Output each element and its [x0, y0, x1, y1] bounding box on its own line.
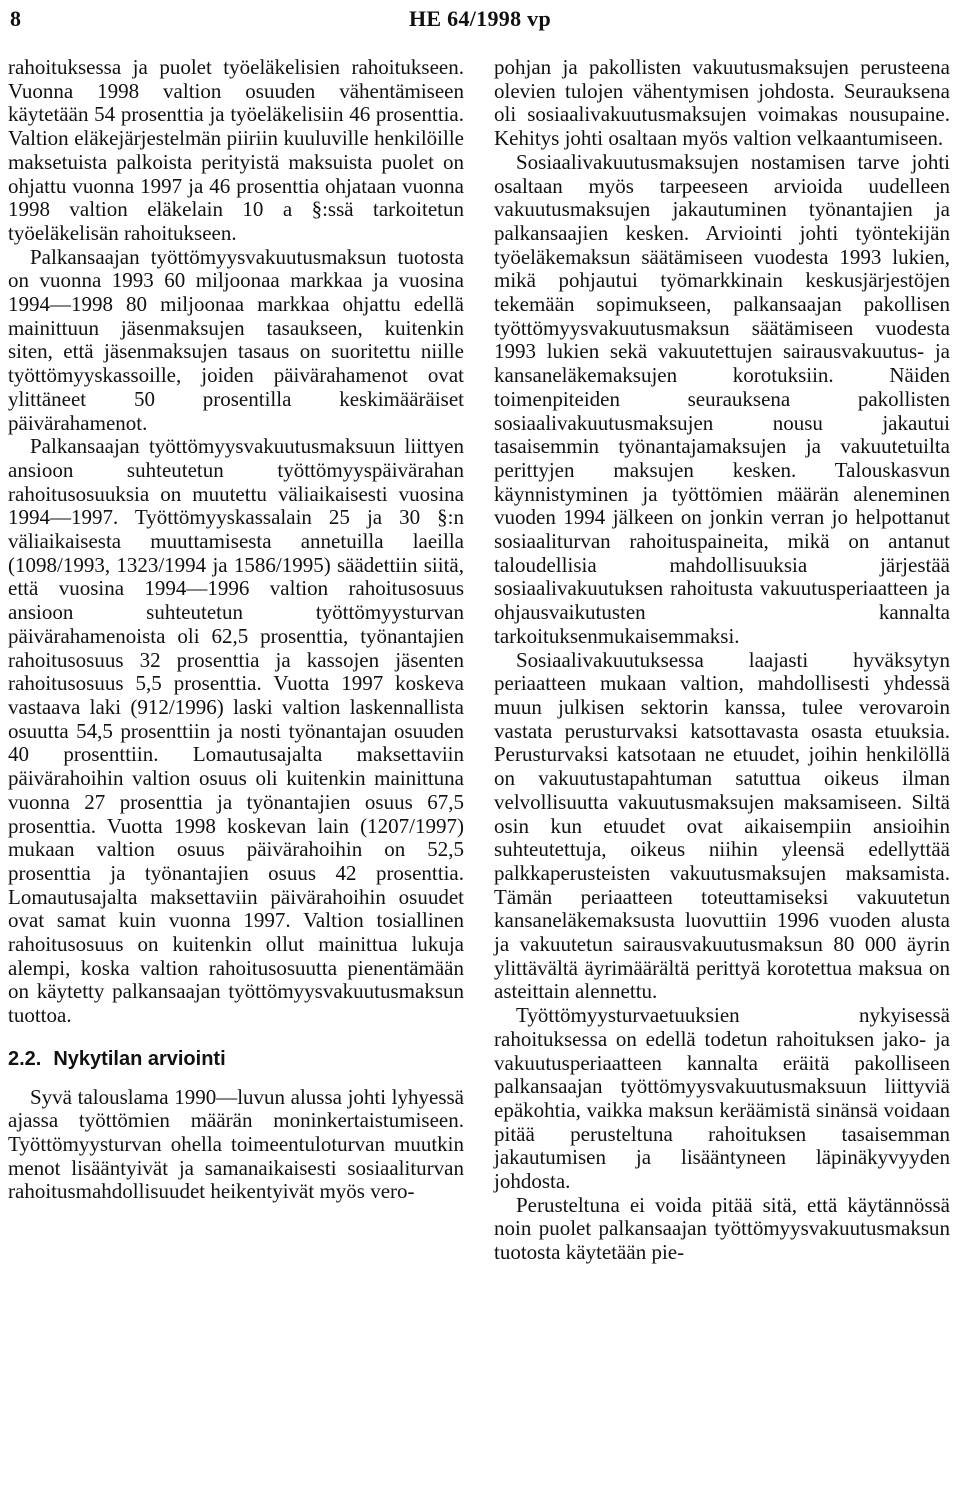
- page-header: [0, 0, 960, 40]
- right-column: [494, 56, 950, 1265]
- paragraph: Sosiaalivakuutuksessa laajasti hyväksytyn periaatteen mukaan valtion, mahdollisesti yhdessä muun julkisen sektorin kanssa, tulee verovaroin vastata perusturvaksi katsottavasta osasta etuuksia. Perusturvaksi katsotaan ne etuudet, joihin henkilöllä on vakuutustapahtuman satuttua oikeus ilman velvollisuutta vakuutusmaksujen maksamiseen. Siltä osin kun etuudet ovat aikaisempiin ansioihin suhteutettuja, oikeus niihin yleensä edellyttää palkkaperusteisten vakuutusmaksujen maksamista. Tämän periaatteen toteuttamiseksi vakuutetun kansaneläkemaksusta luovuttiin 1996 vuoden alusta ja vakuutetun sairausvakuutusmaksun 80 000 äyrin ylittävältä äyrimäärältä perittyä korotettua maksua on asteittain alennettu.: [494, 647, 950, 1004]
- left-column: [8, 56, 464, 1204]
- paragraph: Syvä talouslama 1990—luvun alussa johti lyhyessä ajassa työttömien määrän moninkertaistumiseen. Työttömyysturvan ohella toimeentuloturvan muutkin menot lisääntyivät ja samanaikaisesti sosiaaliturvan rahoitusmahdollisuudet heikentyivät myös vero-: [8, 1084, 464, 1204]
- section-heading: [8, 1048, 464, 1072]
- paragraph: Sosiaalivakuutusmaksujen nostamisen tarve johti osaltaan myös tarpeeseen arvioida uudelleen vakuutusmaksujen jakautuminen työnantajien ja palkansaajien kesken. Arviointi johti työntekijän työeläkemaksun säätämiseen vuodesta 1993 lukien, mikä pohjautui työmarkkinain keskusjärjestöjen tekemään sopimukseen, palkansaajan pakollisen työttömyysvakuutusmaksun säätämiseen vuodesta 1993 lukien sekä vakuutettujen sairausvakuutus- ja kansaneläkemaksujen korotuksiin. Näiden toimenpiteiden seurauksena pakollisten sosiaalivakuutusmaksujen nousu jakautui tasaisemmin työnantajamaksujen ja vakuutetuilta perittyjen maksujen kesken. Talouskasvun käynnistyminen ja työttömien määrän aleneminen vuoden 1994 jälkeen on jonkin verran jo helpottanut sosiaaliturvan rahoituspaineita, mikä on antanut taloudellisia mahdollisuuksia järjestää sosiaalivakuutuksen rahoitusta vakuutusperiaatteen ja ohjausvaikutusten kannalta tarkoituksenmukaisemmaksi.: [494, 149, 950, 648]
- section-number: 2.2.: [8, 1047, 42, 1070]
- section-title: Nykytilan arviointi: [53, 1047, 226, 1070]
- paragraph: Palkansaajan työttömyysvakuutusmaksuun liittyen ansioon suhteutetun työttömyyspäivärahan rahoitusosuuksia on muutettu väliaikaisesti vuosina 1994—1997. Työttömyyskassalain 25 ja 30 §:n väliaikaisesta muuttamisesta annetuilla laeilla (1098/1993, 1323/1994 ja 1586/1995) säädettiin siitä, että vuosina 1994—1996 valtion rahoitusosuus ansioon suhteutetun työttömyysturvan päivärahamenoista oli 62,5 prosenttia, työnantajien rahoitusosuus 32 prosenttia ja kassojen jäsenten rahoitusosuus 5,5 prosenttia. Vuotta 1997 koskeva vastaava laki (912/1996) laski valtion laskennallista osuutta 54,5 prosenttiin ja nosti työnantajan osuuden 40 prosenttiin. Lomautusajalta maksettaviin päivärahoihin valtion osuus oli kuitenkin mainittuna vuonna 27 prosenttia ja työnantajien osuus 67,5 prosenttia. Vuotta 1998 koskevan lain (1207/1997) mukaan valtion osuus päivärahoihin on 52,5 prosenttia ja työnantajien osuus 42 prosenttia. Lomautusajalta maksettaviin päivärahoihin osuudet ovat samat kuin vuonna 1997. Valtion tosiallinen rahoitusosuus on kuitenkin ollut mainittua lukuja alempi, koska valtion rahoitusosuutta pienentämään on käytetty palkansaajan työttömyysvakuutusmaksun tuottoa.: [8, 434, 464, 1028]
- page-number: 8: [10, 6, 21, 31]
- paragraph: rahoituksessa ja puolet työeläkelisien rahoitukseen. Vuonna 1998 valtion osuuden vähentämiseen käytetään 54 prosenttia ja työeläkelisiin 46 prosenttia. Valtion eläkejärjestelmän piiriin kuuluville henkilöille maksetuista palkoista perityistä maksuista puolet on ohjattu vuonna 1997 ja 46 prosenttia ohjataan vuonna 1998 valtion eläkelain 10 a §:ssä tarkoitetun työeläkelisän rahoitukseen.: [8, 55, 464, 245]
- paragraph: Perusteltuna ei voida pitää sitä, että käytännössä noin puolet palkansaajan työttömyysvakuutusmaksun tuotosta käytetään pie-: [494, 1192, 950, 1265]
- paragraph: Työttömyysturvaetuuksien nykyisessä rahoituksessa on edellä todetun rahoituksen jako- ja vakuutusperiaatteen kannalta eräitä pakolliseen palkansaajan työttömyysvakuutusmaksuun liittyviä epäkohtia, vaikka maksun keräämistä sinänsä voidaan pitää perusteltuna rahoituksen tasaisemman jakautumisen ja lisääntyneen läpinäkyvyyden johdosta.: [494, 1003, 950, 1194]
- paragraph: pohjan ja pakollisten vakuutusmaksujen perusteena olevien tulojen vähentymisen johdosta. Seurauksena oli sosiaalivakuutusmaksujen voimakas nousupaine. Kehitys johti osaltaan myös valtion velkaantumiseen.: [494, 55, 950, 151]
- document-id: HE 64/1998 vp: [408, 6, 552, 31]
- paragraph: Palkansaajan työttömyysvakuutusmaksun tuotosta on vuonna 1993 60 miljoonaa markkaa ja vuosina 1994—1998 80 miljoonaa markkaa ohjattu edellä mainittuun jäsenmaksujen tasaukseen, kuitenkin siten, että jäsenmaksujen tasaus on suoritettu niille työttömyyskassoille, joiden päivärahamenot ovat ylittäneet 50 prosentilla keskimääräiset päivärahamenot.: [8, 244, 464, 435]
